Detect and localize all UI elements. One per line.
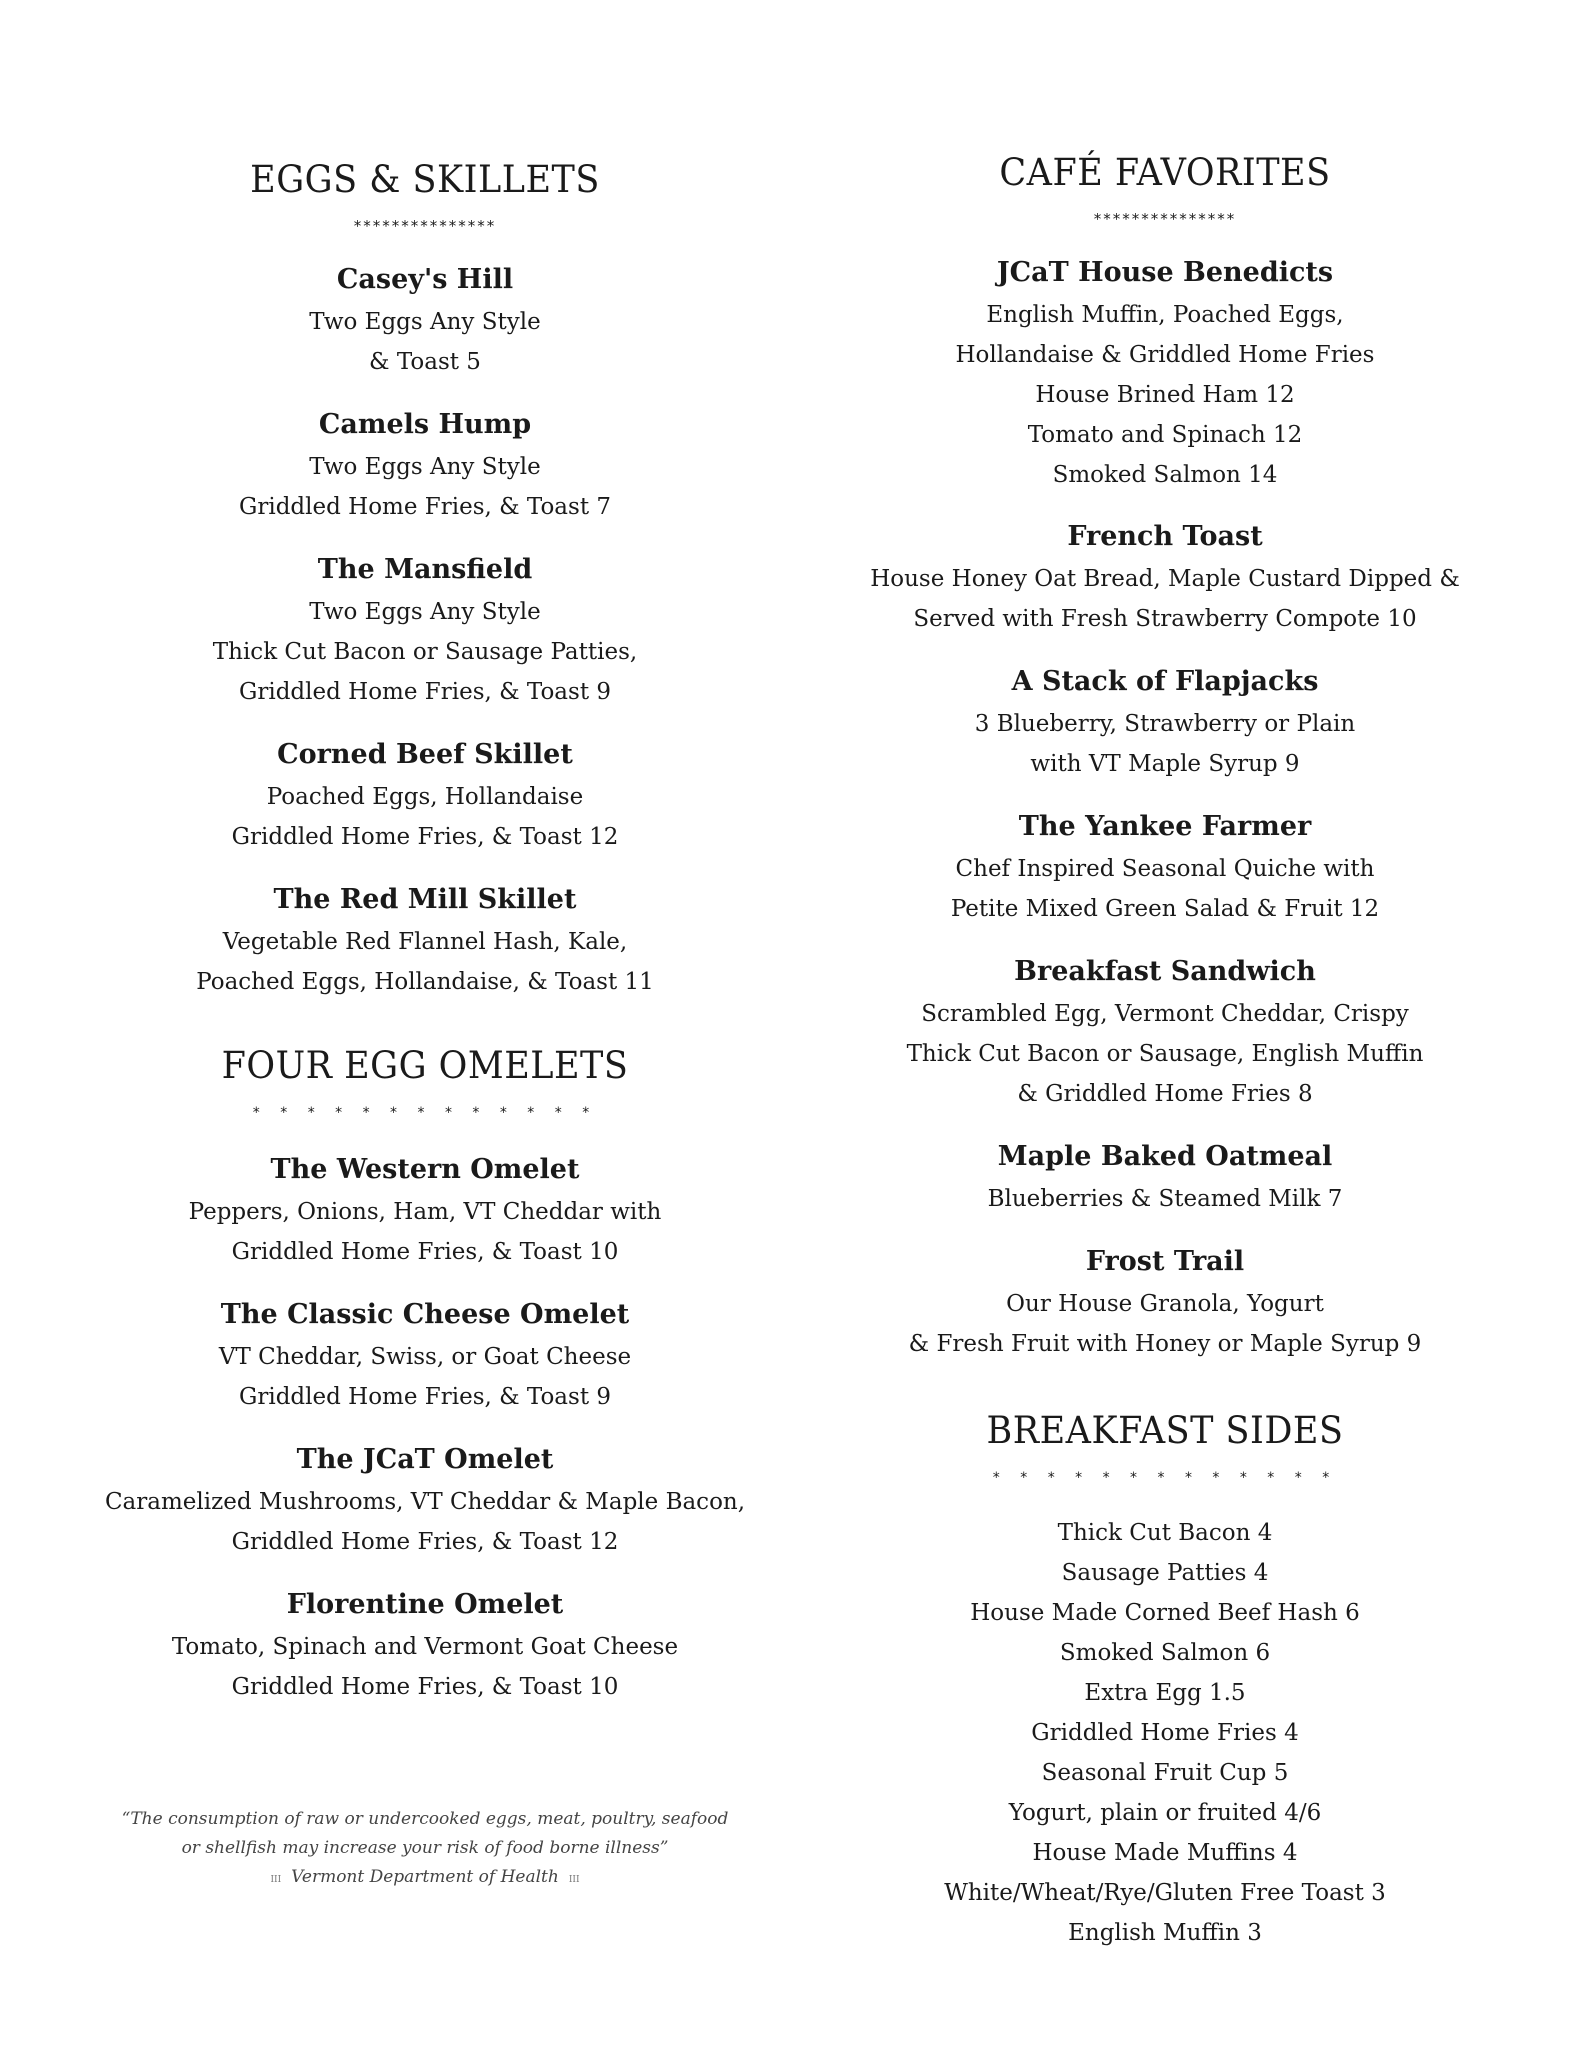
section-heading-four-egg-omelets: FOUR EGG OMELETS — [221, 1044, 629, 1088]
item-name: Florentine Omelet — [286, 1589, 564, 1620]
item-description: Griddled Home Fries, & Toast 10 — [231, 1674, 619, 1700]
menu-item-the-mansfield — [90, 548, 760, 712]
item-description: Thick Cut Bacon or Sausage, English Muffin — [906, 1041, 1424, 1067]
item-name: JCaT House Benedicts — [996, 257, 1334, 288]
item-description: Griddled Home Fries, & Toast 12 — [231, 1529, 619, 1555]
side-item: Extra Egg 1.5 — [1084, 1680, 1246, 1706]
health-disclaimer — [90, 1805, 760, 1895]
side-item: Smoked Salmon 6 — [1059, 1640, 1271, 1666]
item-description: Smoked Salmon 14 — [1052, 462, 1278, 488]
item-description: VT Cheddar, Swiss, or Goat Cheese — [218, 1344, 632, 1370]
menu-item-breakfast-sandwich — [830, 950, 1500, 1114]
item-description: Chef Inspired Seasonal Quiche with — [955, 856, 1375, 882]
item-description: Petite Mixed Green Salad & Fruit 12 — [950, 896, 1380, 922]
menu-item-jcat-house-benedicts — [830, 251, 1500, 495]
item-description: Hollandaise & Griddled Home Fries — [955, 342, 1375, 368]
menu-item-camels-hump — [90, 403, 760, 527]
side-item: Thick Cut Bacon 4 — [1057, 1520, 1273, 1546]
side-item: English Muffin 3 — [1068, 1920, 1262, 1946]
item-description: with VT Maple Syrup 9 — [1030, 751, 1300, 777]
item-name: A Stack of Flapjacks — [1011, 666, 1319, 697]
item-description: Tomato and Spinach 12 — [1027, 422, 1303, 448]
item-name: Casey's Hill — [336, 264, 514, 295]
menu-item-corned-beef-skillet — [90, 733, 760, 857]
menu-item-jcat-omelet — [90, 1438, 760, 1562]
section-heading-cafe-favorites: CAFÉ FAVORITES — [999, 151, 1331, 195]
item-name: The Red Mill Skillet — [273, 884, 577, 915]
disclaimer-attribution — [90, 1863, 760, 1895]
side-item: Griddled Home Fries 4 — [1031, 1720, 1299, 1746]
item-description: Peppers, Onions, Ham, VT Cheddar with — [188, 1199, 662, 1225]
item-description: Griddled Home Fries, & Toast 9 — [238, 679, 612, 705]
item-description: Griddled Home Fries, & Toast 9 — [238, 1384, 612, 1410]
side-item: House Made Muffins 4 — [1032, 1840, 1298, 1866]
item-description: English Muffin, Poached Eggs, — [986, 302, 1344, 328]
star-divider: * * * * * * * * * * * * * — [252, 1105, 598, 1121]
item-description: Thick Cut Bacon or Sausage Patties, — [212, 639, 638, 665]
item-description: Caramelized Mushrooms, VT Cheddar & Maple Bacon, — [104, 1489, 746, 1515]
tick-mark: III — [568, 1875, 580, 1885]
item-description: Blueberries & Steamed Milk 7 — [987, 1186, 1343, 1212]
side-item: White/Wheat/Rye/Gluten Free Toast 3 — [944, 1880, 1386, 1906]
menu-item-florentine-omelet — [90, 1583, 760, 1707]
item-name: Frost Trail — [1085, 1246, 1245, 1277]
item-description: Our House Granola, Yogurt — [1006, 1291, 1324, 1317]
item-description: Griddled Home Fries, & Toast 10 — [231, 1239, 619, 1265]
tick-mark: III — [270, 1875, 282, 1885]
item-description: Griddled Home Fries, & Toast 7 — [238, 494, 612, 520]
side-item: Sausage Patties 4 — [1061, 1560, 1269, 1586]
disclaimer-line: “The consumption of raw or undercooked eggs, meat, poultry, seafood — [121, 1809, 729, 1829]
item-description: & Toast 5 — [369, 349, 481, 375]
item-description: & Griddled Home Fries 8 — [1017, 1081, 1313, 1107]
item-description: Two Eggs Any Style — [309, 309, 541, 335]
item-name: Maple Baked Oatmeal — [997, 1141, 1333, 1172]
item-description: Vegetable Red Flannel Hash, Kale, — [222, 929, 628, 955]
section-heading-breakfast-sides: BREAKFAST SIDES — [986, 1409, 1344, 1453]
star-divider: *************** — [353, 217, 497, 235]
item-name: Corned Beef Skillet — [277, 739, 573, 770]
item-name: The Western Omelet — [270, 1154, 580, 1185]
item-name: Breakfast Sandwich — [1014, 956, 1316, 987]
item-description: Two Eggs Any Style — [309, 599, 541, 625]
menu-item-stack-of-flapjacks — [830, 660, 1500, 784]
menu-item-western-omelet — [90, 1148, 760, 1272]
side-item: House Made Corned Beef Hash 6 — [970, 1600, 1360, 1626]
menu-item-yankee-farmer — [830, 805, 1500, 929]
item-name: The JCaT Omelet — [296, 1444, 554, 1475]
disclaimer-line: or shellfish may increase your risk of food borne illness” — [181, 1838, 669, 1858]
side-item: Seasonal Fruit Cup 5 — [1041, 1760, 1289, 1786]
item-name: Camels Hump — [318, 409, 532, 440]
item-description: Two Eggs Any Style — [309, 454, 541, 480]
item-description: Poached Eggs, Hollandaise — [266, 784, 584, 810]
star-divider: * * * * * * * * * * * * * — [992, 1470, 1338, 1486]
item-description: Poached Eggs, Hollandaise, & Toast 11 — [196, 969, 654, 995]
item-description: House Honey Oat Bread, Maple Custard Dipped & — [870, 566, 1460, 592]
menu-item-frost-trail — [830, 1240, 1500, 1364]
item-description: Served with Fresh Strawberry Compote 10 — [913, 606, 1417, 632]
star-divider: *************** — [1093, 210, 1237, 228]
menu-item-red-mill-skillet — [90, 878, 760, 1002]
menu-item-maple-baked-oatmeal — [830, 1135, 1500, 1219]
item-name: The Classic Cheese Omelet — [220, 1299, 630, 1330]
section-heading-eggs-skillets: EGGS & SKILLETS — [250, 158, 600, 202]
side-item: Yogurt, plain or fruited 4/6 — [1008, 1800, 1322, 1826]
menu-item-classic-cheese-omelet — [90, 1293, 760, 1417]
item-name: French Toast — [1067, 521, 1263, 552]
item-description: Scrambled Egg, Vermont Cheddar, Crispy — [921, 1001, 1409, 1027]
item-description: Griddled Home Fries, & Toast 12 — [231, 824, 619, 850]
item-description: House Brined Ham 12 — [1035, 382, 1295, 408]
item-description: Tomato, Spinach and Vermont Goat Cheese — [171, 1634, 679, 1660]
menu-item-caseys-hill — [90, 258, 760, 382]
breakfast-sides-list — [830, 1513, 1500, 1953]
item-name: The Yankee Farmer — [1018, 811, 1312, 842]
menu-item-french-toast — [830, 515, 1500, 639]
item-description: 3 Blueberry, Strawberry or Plain — [974, 711, 1356, 737]
item-description: & Fresh Fruit with Honey or Maple Syrup 9 — [908, 1331, 1422, 1357]
attribution-text: Vermont Department of Health — [291, 1867, 559, 1887]
item-name: The Mansfield — [317, 554, 533, 585]
